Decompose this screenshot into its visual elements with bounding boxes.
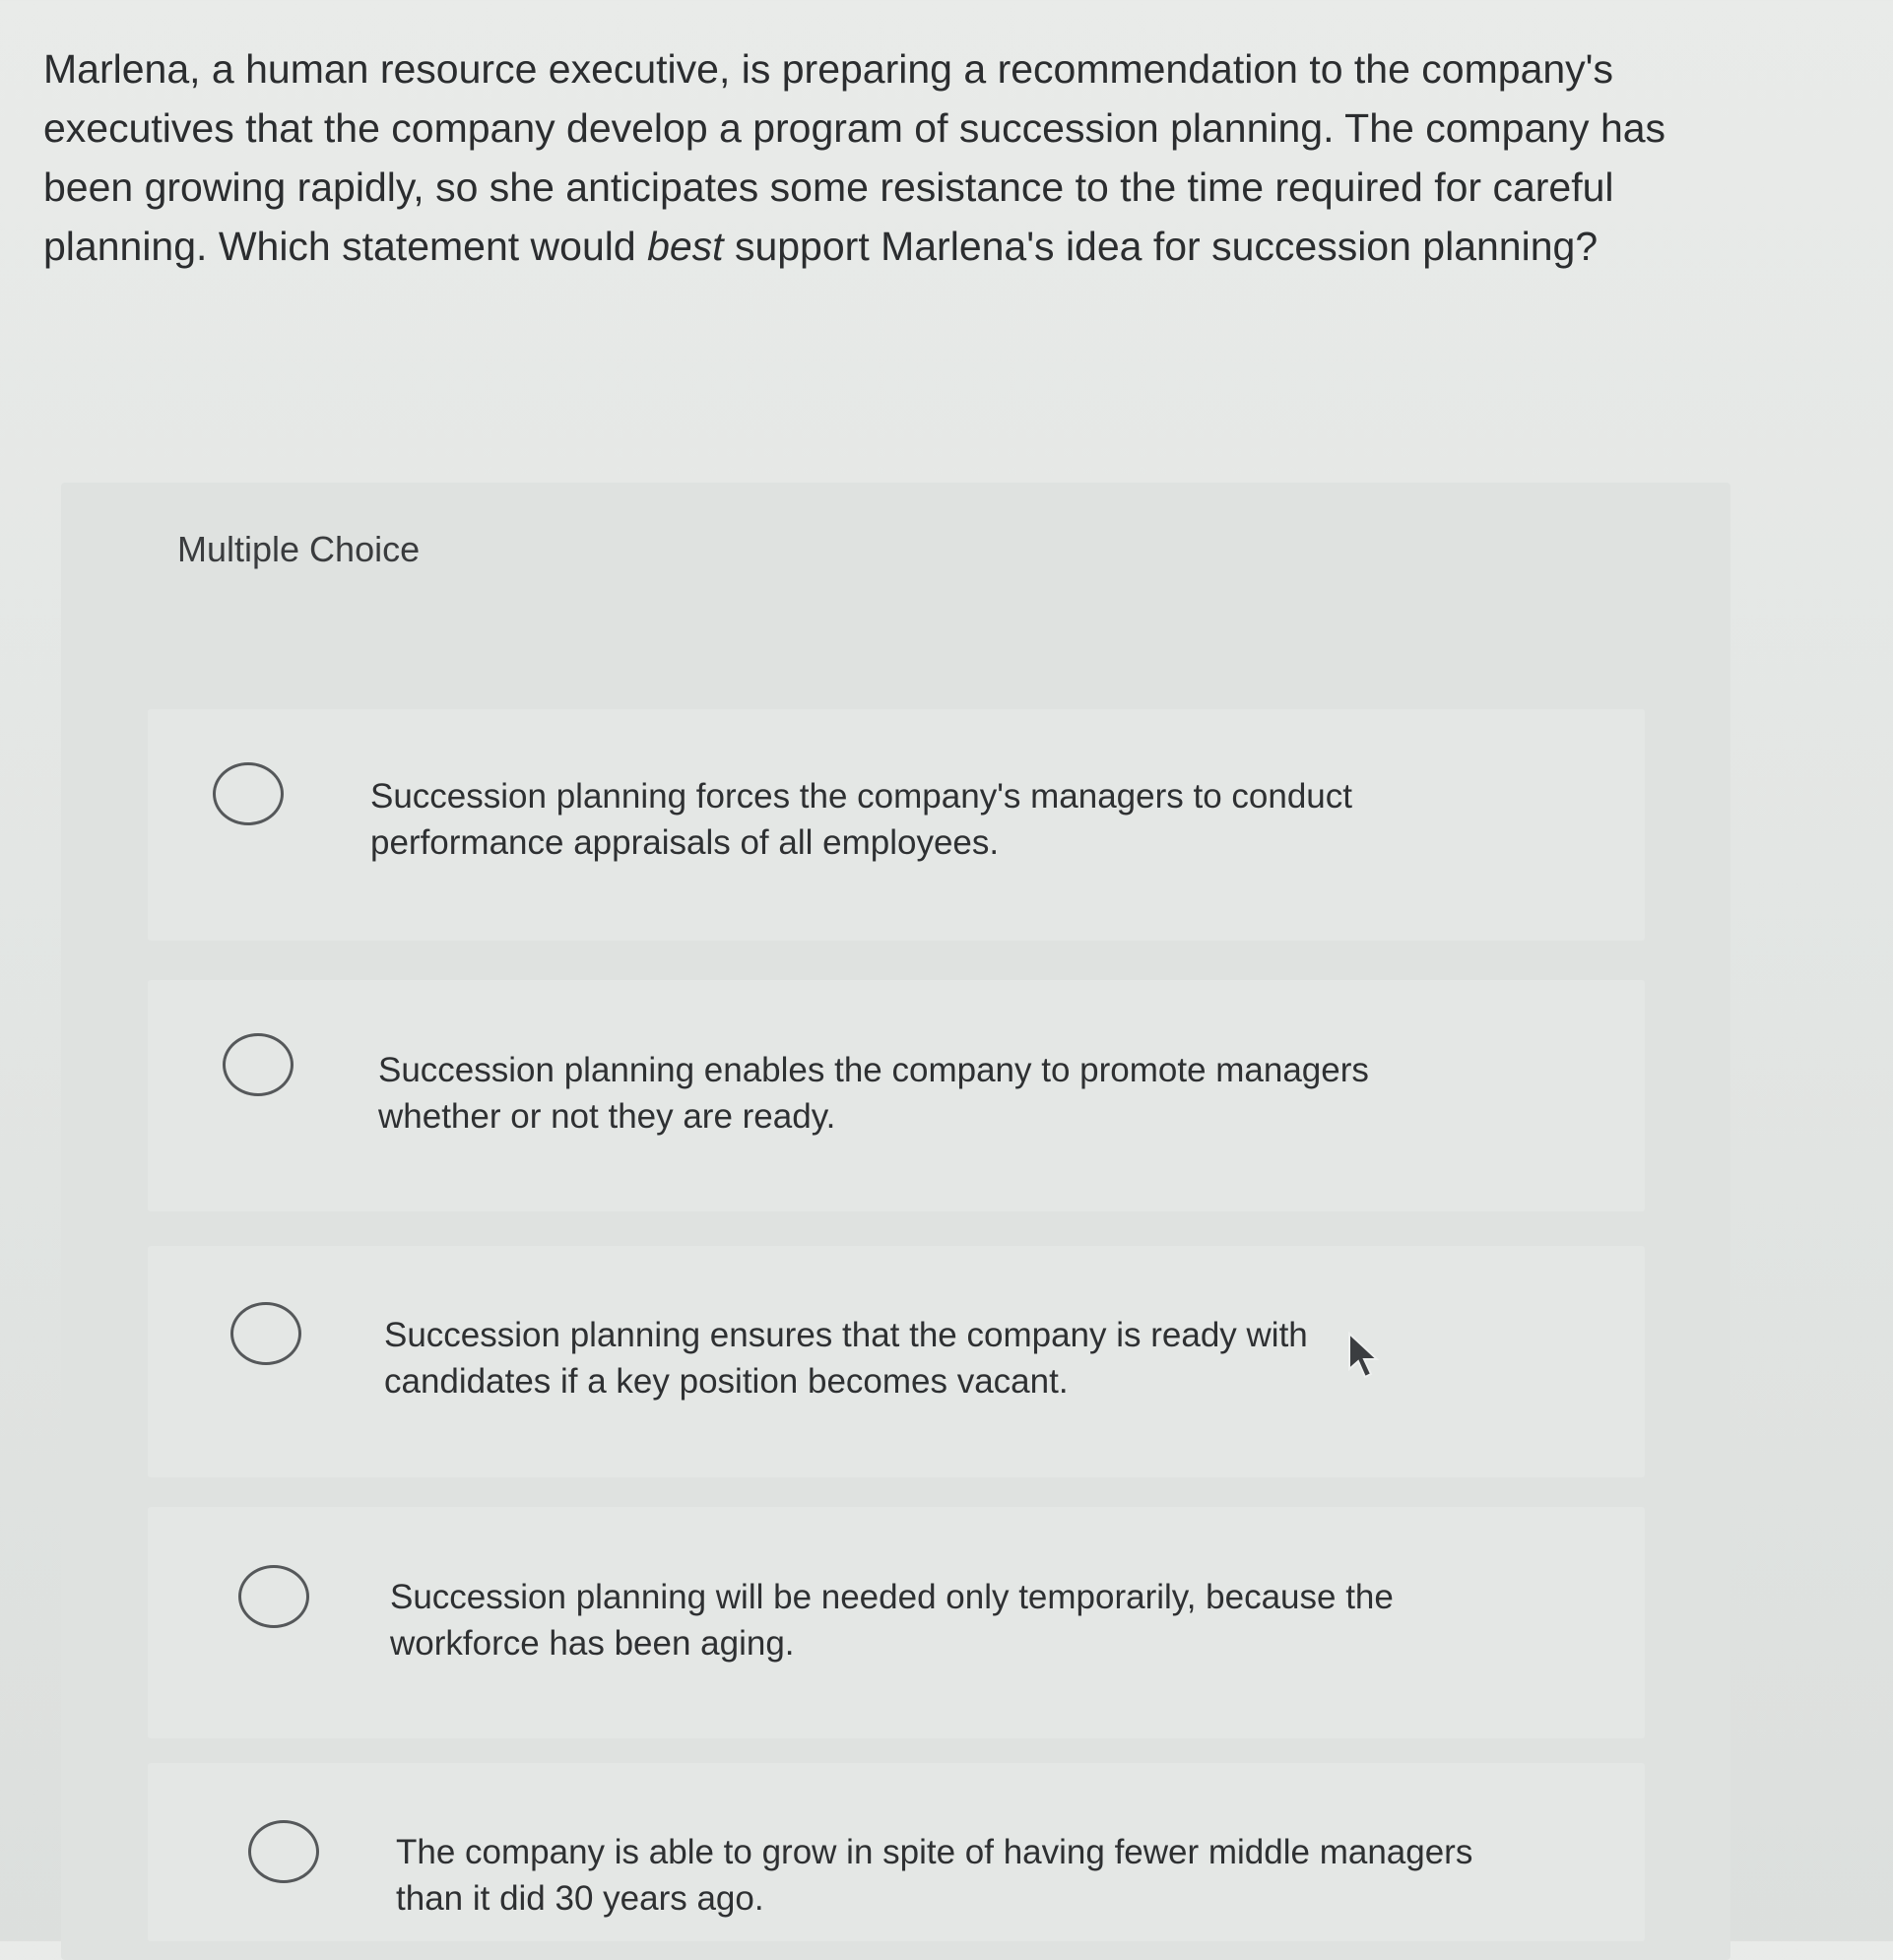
answer-option-5-text: The company is able to grow in spite of having fewer middle managers than it did 30 years ago. bbox=[396, 1833, 1473, 1918]
multiple-choice-label: Multiple Choice bbox=[177, 529, 421, 569]
question-emphasis: best bbox=[647, 224, 724, 269]
answer-option-5[interactable] bbox=[148, 1763, 1645, 1941]
radio-unselected-icon[interactable] bbox=[248, 1820, 319, 1883]
mouse-pointer-icon bbox=[1347, 1332, 1383, 1381]
question-text-start: Marlena, a human resource executive, is preparing a recommendation to the company's executives that the company develop a program of succession planning. The company has been growing rapidly, so she anticipates some resistance to the time required for careful planning. Which statement would bbox=[43, 46, 1666, 269]
question-prompt bbox=[43, 39, 1757, 276]
answer-option-1-text: Succession planning forces the company's managers to conduct performance appraisals of all employees. bbox=[370, 777, 1352, 862]
multiple-choice-panel bbox=[61, 483, 1730, 1960]
answer-option-3-text: Succession planning ensures that the company is ready with candidates if a key position becomes vacant. bbox=[384, 1316, 1308, 1401]
radio-unselected-icon[interactable] bbox=[230, 1302, 301, 1365]
answer-option-2[interactable] bbox=[148, 980, 1645, 1211]
radio-unselected-icon[interactable] bbox=[238, 1565, 309, 1628]
answer-option-4[interactable] bbox=[148, 1507, 1645, 1738]
answer-option-4-text: Succession planning will be needed only temporarily, because the workforce has been aging. bbox=[390, 1578, 1394, 1663]
radio-unselected-icon[interactable] bbox=[223, 1033, 294, 1096]
answer-option-1[interactable] bbox=[148, 709, 1645, 941]
question-text-end: support Marlena's idea for succession planning? bbox=[723, 224, 1599, 269]
radio-unselected-icon[interactable] bbox=[213, 762, 284, 825]
answer-option-3[interactable] bbox=[148, 1246, 1645, 1477]
answer-option-2-text: Succession planning enables the company to promote managers whether or not they are ready. bbox=[378, 1051, 1369, 1136]
